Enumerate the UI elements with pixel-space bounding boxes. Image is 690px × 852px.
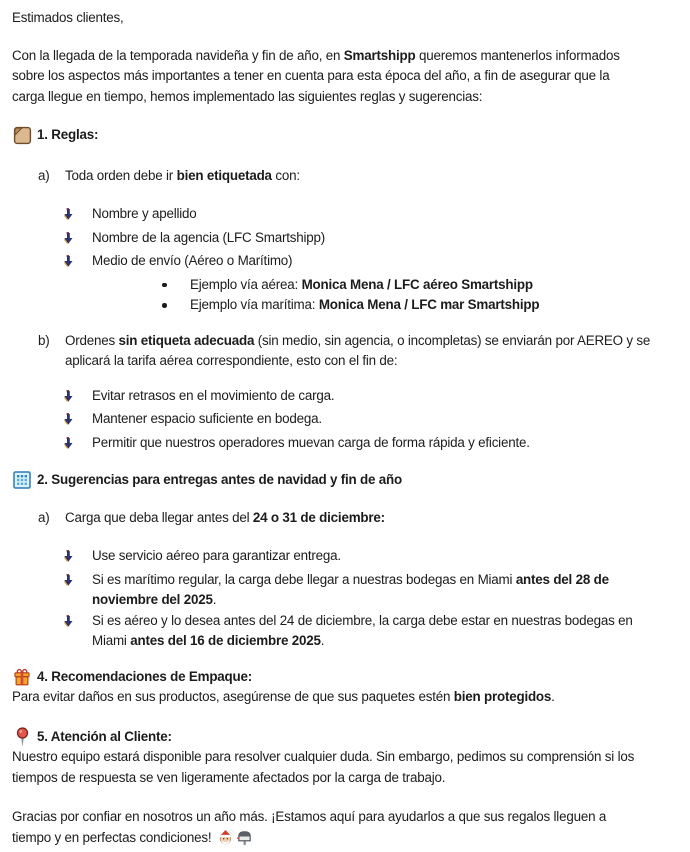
list-item: Medio de envío (Aéreo o Marítimo) xyxy=(62,251,686,275)
item-a-labeled xyxy=(38,166,686,187)
section-suggestions-heading xyxy=(12,470,686,491)
item-a-label: a) xyxy=(38,166,65,187)
list-item: Permitir que nuestros operadores muevan carga de forma rápida y eficiente. xyxy=(62,433,686,457)
gift-icon xyxy=(12,667,32,687)
list-item: Nombre de la agencia (LFC Smartshipp) xyxy=(62,228,686,252)
item-a2-labeled xyxy=(38,508,686,529)
list-item: Evitar retrasos en el movimiento de carga. xyxy=(62,386,686,410)
list-item: Si es marítimo regular, la carga debe llegar a nuestras bodegas en Miami antes del 28 de noviembre del 2025. xyxy=(62,570,686,611)
item-b-labeled xyxy=(38,331,686,372)
intro-paragraph: Con la llegada de la temporada navideña y fin de año, en Smartshipp queremos mantenerlos informados sobre los aspectos más importantes a tener en cuenta para esta época del año, a fin de asegurar que la carga llegue en tiempo, hemos implementado las siguientes reglas y sugerencias: xyxy=(12,46,686,108)
package-icon xyxy=(12,125,32,145)
santa-icon xyxy=(217,829,234,852)
unlabeled-orders-consequences-list xyxy=(62,386,686,457)
example-sub-item: Ejemplo vía marítima: Monica Mena / LFC mar Smartshipp xyxy=(162,295,686,316)
item-b-label: b) xyxy=(38,331,65,372)
closing-paragraph xyxy=(12,807,686,852)
support-body-text: Nuestro equipo estará disponible para resolver cualquier duda. Sin embargo, pedimos su comprensión si los tiempos de respuesta se ven ligeramente afectados por la carga de trabajo. xyxy=(12,747,686,788)
down-arrow-icon xyxy=(62,386,76,410)
down-arrow-icon xyxy=(62,546,76,570)
section-rules-title: 1. Reglas: xyxy=(37,125,98,146)
list-item: Mantener espacio suficiente en bodega. xyxy=(62,409,686,433)
down-arrow-icon xyxy=(62,409,76,433)
example-sub-item: Ejemplo vía aérea: Monica Mena / LFC aéreo Smartshipp xyxy=(162,275,686,296)
section-support-heading xyxy=(12,727,686,748)
item-a-text: Toda orden debe ir bien etiquetada con: xyxy=(65,166,686,187)
dot-bullet xyxy=(162,275,190,296)
dot-bullet xyxy=(162,295,190,316)
closing-text: Gracias por confiar en nosotros un año más. ¡Estamos aquí para ayudarlos a que sus regalos lleguen a tiempo y en perfectas condiciones! xyxy=(12,809,606,845)
section-packing-heading xyxy=(12,667,686,688)
calendar-icon xyxy=(12,470,32,490)
delivery-suggestions-list xyxy=(62,546,686,652)
section-suggestions-title: 2. Sugerencias para entregas antes de navidad y fin de año xyxy=(37,470,402,491)
down-arrow-icon xyxy=(62,611,76,652)
section-packing-title: 4. Recomendaciones de Empaque: xyxy=(37,667,252,688)
mailbox-icon xyxy=(236,829,253,852)
down-arrow-icon xyxy=(62,570,76,611)
item-a2-text: Carga que deba llegar antes del 24 o 31 de diciembre: xyxy=(65,508,686,529)
list-item: Si es aéreo y lo desea antes del 24 de diciembre, la carga debe estar en nuestras bodegas en Miami antes del 16 de diciembre 2025. xyxy=(62,611,686,652)
down-arrow-icon xyxy=(62,433,76,457)
packing-body-text: Para evitar daños en sus productos, asegúrense de que sus paquetes estén bien protegidos. xyxy=(12,687,686,708)
section-support-title: 5. Atención al Cliente: xyxy=(37,727,172,748)
down-arrow-icon xyxy=(62,204,76,228)
list-item: Use servicio aéreo para garantizar entrega. xyxy=(62,546,686,570)
list-item: Nombre y apellido xyxy=(62,204,686,228)
down-arrow-icon xyxy=(62,251,76,275)
section-rules-heading xyxy=(12,125,686,146)
down-arrow-icon xyxy=(62,228,76,252)
item-b-text: Ordenes sin etiqueta adecuada (sin medio, sin agencia, o incompletas) se enviarán por AEREO y se aplicará la tarifa aérea correspondiente, esto con el fin de: xyxy=(65,331,686,372)
pushpin-icon xyxy=(12,727,32,747)
item-a2-label: a) xyxy=(38,508,65,529)
labeling-requirements-list xyxy=(62,204,686,316)
greeting-text: Estimados clientes, xyxy=(12,8,686,29)
